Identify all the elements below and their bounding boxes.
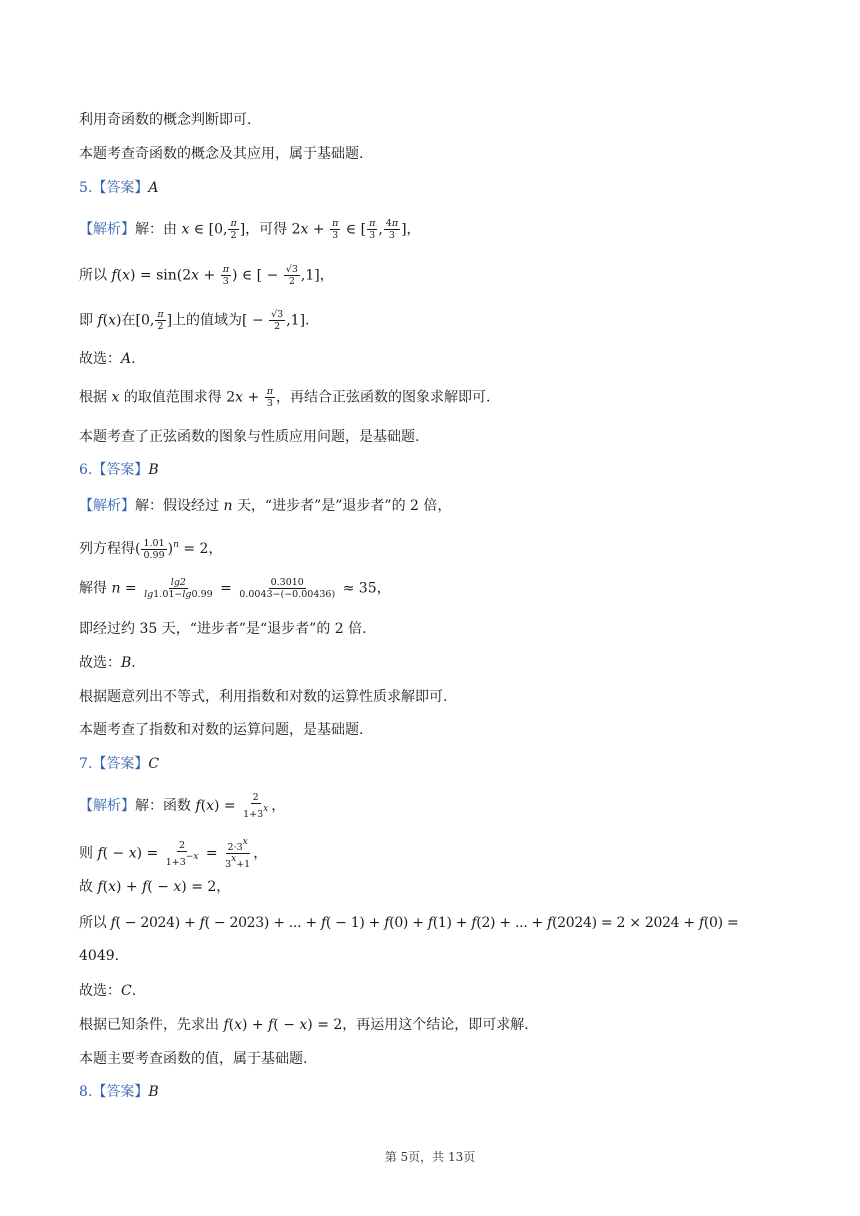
math-line: 则 f( − x) = $\frac{2}{1+3-x}$ = $\frac{2\cdot 3x}{3x+1}$ ， [79,837,268,870]
answer-heading-5: 5.【答案】A [79,180,159,196]
answer-heading-6: 6.【答案】B [79,462,159,478]
analysis-line: 【解析】解：假设经过 n 天，“进步者”是”退步者”的 2 倍， [79,498,452,514]
answer-heading-8: 8.【答案】B [79,1084,159,1100]
text-line: 本题主要考查函数的值，属于基础题. [79,1051,308,1067]
text-line: 利用奇函数的概念判断即可. [79,112,252,128]
math-line: 所以 f( − 2024) + f( − 2023) + ... + f( − 1) + f(0) + f(1) + f(2) + ... + f(2024) = 2 × 2024 + f(0) = [79,915,739,931]
math-line: 即 f(x)在[0, $\frac{\pi}{2}$ ]上的值域为[ − $\frac{√3}{2}$ ,1]. [79,309,310,332]
text-line: 根据已知条件，先求出 f(x) + f( − x) = 2，再运用这个结论，即可求解. [79,1017,529,1033]
analysis-line: 【解析】解：函数 f(x) = $\frac{2}{1+3x}$ ， [79,792,286,820]
text-line: 根据 x 的取值范围求得 2x + $\frac{\pi}{3}$ ，再结合正弦函数的图象求解即可. [79,386,491,409]
text-line: 本题考查奇函数的概念及其应用，属于基础题. [79,146,364,162]
choice-line: 故选：B. [79,655,136,671]
answer-heading-7: 7.【答案】C [79,756,160,772]
page-footer: 第 5页，共 13页 [384,1150,476,1164]
text-line: 本题考查了正弦函数的图象与性质应用问题，是基础题. [79,429,420,445]
math-line: 所以 f(x) = sin(2x + $\frac{\pi}{3}$ ) ∈ [ − $\frac{√3}{2}$ ,1]， [79,264,334,287]
text-line: 根据题意列出不等式，利用指数和对数的运算性质求解即可. [79,689,448,705]
math-line: 解得 n = $\frac{\lg 2}{\lg 1.01-\lg 0.99}$ = $\frac{0.3010}{0.0043-(-0.00436)}$ ≈ 35， [79,577,391,600]
text-line: 即经过约 35 天，“进步者”是“退步者”的 2 倍. [79,621,367,637]
analysis-line: 【解析】解：由 x ∈ [0, $\frac{\pi}{2}$ ]，可得 2x + $\frac{\pi}{3}$ ∈ [ $\frac{\pi}{3}$ , $\frac{4\pi}{3}$ ]， [79,218,421,241]
math-line: 列方程得( $\frac{1.01}{0.99}$ )$^n$ = 2， [79,537,223,561]
text-line: 本题考查了指数和对数的运算问题，是基础题. [79,722,364,738]
choice-line: 故选：A. [79,351,136,367]
choice-line: 故选：C. [79,983,137,999]
math-line: 4049. [79,948,120,964]
math-line: 故 f(x) + f( − x) = 2， [79,879,231,895]
